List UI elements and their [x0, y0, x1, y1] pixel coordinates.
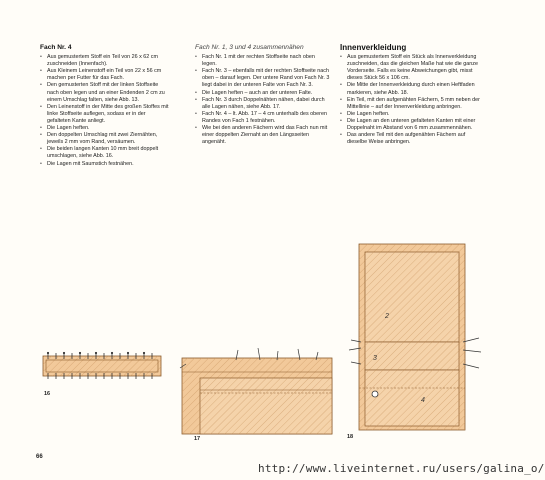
instructions-fach-4 — [40, 44, 170, 168]
list-item: • Das andere Teil mit den aufgenähten Fächern auf dieselbe Weise anbringen. — [340, 132, 480, 146]
list-item: • Aus gemustertem Stoff ein Stück als Innenverkleidung zuschneiden, das die gleichen Maße hat wie die ganze Vorderseite. Falls es keine Abweichungen gibt, misst dieses Stück 56 x 106 cm. — [340, 54, 480, 82]
list-item: • Den gemusterten Stoff mit der linken Stoffseite nach oben legen und an einer Endenden 2 cm zu einem Umschlag falten, siehe Abb. 13. — [40, 82, 170, 103]
list-item: • Ein Teil, mit den aufgenähten Fächern, 5 mm neben der Mittellinie – auf der Innenverkleidung anbringen. — [340, 97, 480, 111]
list-item: • Fach Nr. 3 – ebenfalls mit der rechten Stoffseite nach oben – darauf legen. Der untere Rand von Fach Nr. 3 liegt dabei in der unteren Falte von Fach Nr. 3. — [195, 68, 331, 89]
list-item: • Die Lagen heften. — [340, 111, 480, 118]
figure-17-illustration — [178, 346, 338, 436]
list-item: • Die Lagen heften. — [40, 125, 170, 132]
list-item: • Aus Kleinem Leinenstoff ein Teil von 22 x 56 cm machen per Futter für das Fach. — [40, 68, 170, 82]
section-title: Innenverkleidung — [340, 43, 407, 52]
figure-16-illustration — [40, 346, 166, 390]
compartment-label: 2 — [385, 313, 389, 320]
section-title: Fach Nr. 1, 3 und 4 zusammennähen — [195, 44, 304, 51]
instruction-list — [340, 54, 480, 146]
instructions-assembly — [195, 44, 331, 146]
compartment-label: 4 — [421, 397, 425, 404]
list-item: • Wie bei den anderen Fächern wird das Fach nun mit einer doppelten Ziernaht an den Längsseiten angenäht. — [195, 125, 331, 146]
figure-17-label: 17 — [194, 436, 201, 442]
list-item: • Fach Nr. 1 mit der rechten Stoffseite nach oben legen. — [195, 54, 331, 68]
figure-16-label: 16 — [44, 391, 51, 397]
list-item: • Die beiden langen Kanten 10 mm breit doppelt umschlagen, siehe Abb. 16. — [40, 146, 170, 160]
list-item: • Den doppelten Umschlag mit zwei Ziernähten, jeweils 2 mm vom Rand, versäumen. — [40, 132, 170, 146]
figure-18-illustration — [345, 238, 485, 436]
compartment-label: 3 — [373, 355, 377, 362]
instruction-list — [40, 54, 170, 168]
list-item: • Die Lagen mit Saumstich festnähen. — [40, 161, 170, 168]
list-item: • Den Leinenstoff in der Mitte des großen Stoffes mit linke Stoffseite auflegen, sodass er in der gefalteten Kante anliegt. — [40, 104, 170, 125]
list-item: • Fach Nr. 4 – lt. Abb. 17 – 4 cm unterhalb des oberen Randes von Fach 1 festnähen. — [195, 111, 331, 125]
page-number: 66 — [36, 454, 43, 460]
section-title: Fach Nr. 4 — [40, 44, 72, 51]
list-item: • Fach Nr. 3 durch Doppelnähten nähen, dabei durch alle Lagen nähen, siehe Abb. 17. — [195, 97, 331, 111]
list-item: • Die Lagen heften – auch an der unteren Falte. — [195, 90, 331, 97]
list-item: • Die Lagen an den unteren gefalteten Kanten mit einer Doppelnaht im Abstand von 6 mm zusammennähen. — [340, 118, 480, 132]
instructions-lining — [340, 44, 480, 146]
figure-18-label: 18 — [347, 434, 354, 440]
list-item: • Die Mitte der Innenverkleidung durch einen Heftfaden markieren, siehe Abb. 18. — [340, 82, 480, 96]
list-item: • Aus gemustertem Stoff ein Teil von 26 x 62 cm zuschneiden (Innenfach). — [40, 54, 170, 68]
instruction-list — [195, 54, 331, 146]
watermark-url: http://www.liveinternet.ru/users/galina_o/ — [258, 462, 545, 475]
